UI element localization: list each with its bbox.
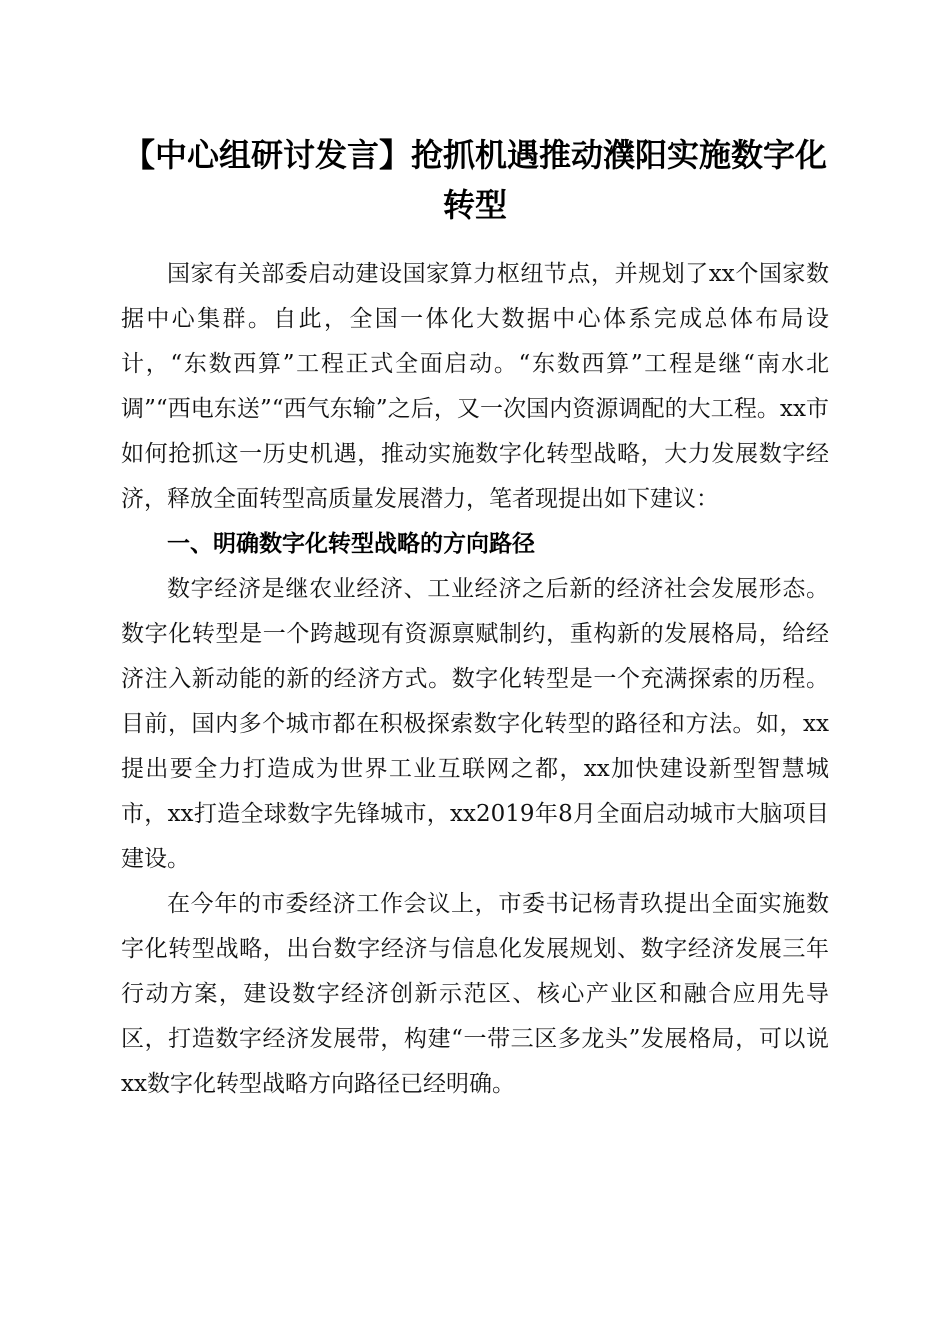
- document-title: 【中心组研讨发言】抢抓机遇推动濮阳实施数字化转型: [122, 136, 827, 224]
- paragraph-intro: 国家有关部委启动建设国家算力枢纽节点，并规划了xx个国家数据中心集群。自此，全国一体化大数据中心体系完成总体布局设计，“东数西算”工程正式全面启动。“东数西算”工程是继“南水北调”“西电东送”“西气东输”之后，又一次国内资源调配的大工程。xx市如何抢抓这一历史机遇，推动实施数字化转型战略，大力发展数字经济，释放全面转型高质量发展潜力，笔者现提出如下建议：: [121, 261, 829, 512]
- paragraph-city-strategy: 在今年的市委经济工作会议上，市委书记杨青玖提出全面实施数字化转型战略，出台数字经济与信息化发展规划、数字经济发展三年行动方案，建设数字经济创新示范区、核心产业区和融合应用先导区，打造数字经济发展带，构建“一带三区多龙头”发展格局，可以说xx数字化转型战略方向路径已经明确。: [121, 891, 829, 1097]
- section-heading: 一、明确数字化转型战略的方向路径: [167, 531, 535, 557]
- document-body: [121, 252, 829, 1107]
- paragraph-digital-economy: 数字经济是继农业经济、工业经济之后新的经济社会发展形态。数字化转型是一个跨越现有资源禀赋制约，重构新的发展格局，给经济注入新动能的新的经济方式。数字化转型是一个充满探索的历程。目前，国内多个城市都在积极探索数字化转型的路径和方法。如，xx提出要全力打造成为世界工业互联网之都，xx加快建设新型智慧城市，xx打造全球数字先锋城市，xx2019年8月全面启动城市大脑项目建设。: [121, 576, 829, 872]
